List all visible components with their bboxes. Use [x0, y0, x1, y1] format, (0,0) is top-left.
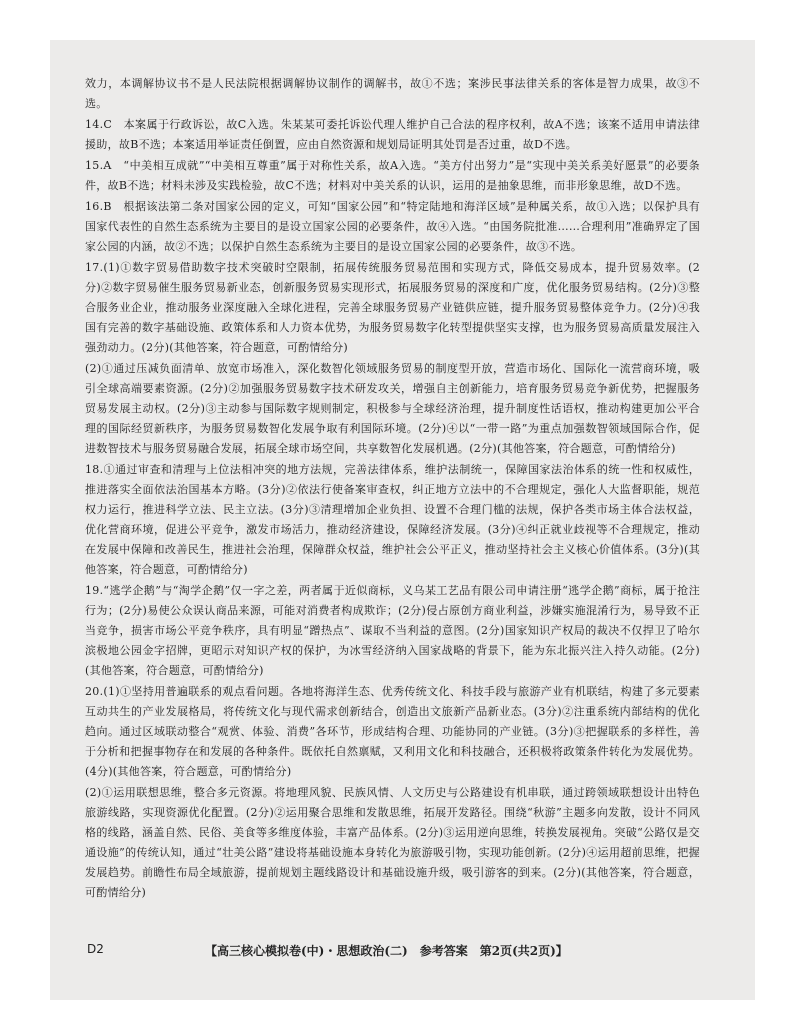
answer-key-text: [85, 74, 700, 904]
paragraph-17-part1: 17.(1)①数字贸易借助数字技术突破时空限制，拓展传统服务贸易范围和实现方式，降低交易成本，提升贸易效率。(2分)②数字贸易催生服务贸易新业态，创新服务贸易实现形式，拓展服务贸易的深度和广度，优化服务贸易结构。(2分)③整合服务业企业，推动服务业深度融入全球化进程，完善全球服务贸易产业链供应链，提升服务贸易整体竞争力。(2分)④我国有完善的数字基础设施、政策体系和人力资本优势，为服务贸易数字化转型提供坚实支撑，也为服务贸易高质量发展注入强劲动力。(2分)(其他答案，符合题意，可酌情给分): [85, 261, 700, 354]
paragraph-18: 18.①通过审查和清理与上位法相冲突的地方法规，完善法律体系，维护法制统一，保障国家法治体系的统一性和权威性，推进落实全面依法治国基本方略。(3分)②依法行使备案审查权，纠正地方立法中的不合理规定，强化人大监督职能，规范权力运行，推进科学立法、民主立法。(3分)③清理增加企业负担、设置不合理门槛的法规，保护各类市场主体合法权益，优化营商环境，促进公平竞争，激发市场活力，推动经济建设，保障经济发展。(3分)④纠正就业歧视等不合理规定，推动在发展中保障和改善民生，推进社会治理，保障群众权益，维护社会公平正义，推动坚持社会主义核心价值体系。(3分)(其他答案，符合题意，可酌情给分): [85, 463, 700, 576]
paragraph-19: 19.“逃学企鹅”与“淘学企鹅”仅一字之差，两者属于近似商标，义乌某工艺品有限公司申请注册“逃学企鹅”商标，属于抢注行为；(2分)易使公众误认商品来源，可能对消费者构成欺诈；(2分)侵占原创方商业利益，涉嫌实施混淆行为，易导致不正当竞争，损害市场公平竞争秩序，具有明显“蹭热点”、谋取不当利益的意图。(2分)国家知识产权局的裁决不仅捍卫了哈尔滨极地公园金字招牌，更昭示对知识产权的保护，为冰雪经济纳入国家战略的背景下，能为东北振兴注入持久动能。(2分)(其他答案，符合题意，可酌情给分): [85, 584, 700, 677]
paragraph-13-continued: 效力，本调解协议书不是人民法院根据调解协议制作的调解书，故①不选；案涉民事法律关系的客体是智力成果，故③不选。: [85, 77, 700, 110]
paragraph-14: 14.C 本案属于行政诉讼，故C入选。朱某某可委托诉讼代理人维护自己合法的程序权利，故A不选；该案不适用申请法律援助，故B不选；本案适用举证责任倒置，应由自然资源和规划局证明其处罚是否过重，故D不选。: [85, 118, 700, 151]
paragraph-17-part2: (2)①通过压减负面清单、放宽市场准入，深化数智化领域服务贸易的制度型开放，营造市场化、国际化一流营商环境，吸引全球高端要素资源。(2分)②加强服务贸易数字技术研发攻关，增强自主创新能力，培育服务贸易竞争新优势，把握服务贸易发展主动权。(2分)③主动参与国际数字规则制定，积极参与全球经济治理，提升制度性话语权，推动构建更加公平合理的国际经贸新秩序，为服务贸易数智化发展争取有利国际环境。(2分)④以“一带一路”为重点加强数智领域国际合作，促进数智技术与服务贸易融合发展，拓展全球市场空间，共享数智化发展机遇。(2分)(其他答案，符合题意，可酌情给分): [85, 362, 700, 455]
paragraph-15: 15.A “中美相互成就”“中美相互尊重”属于对称性关系，故A入选。“美方付出努力”是“实现中美关系美好愿景”的必要条件，故B不选；材料未涉及实践检验，故C不选；材料对中美关系的认识，运用的是抽象思维，而非形象思维，故D不选。: [85, 159, 700, 192]
paragraph-20-part1: 20.(1)①坚持用普遍联系的观点看问题。各地将海洋生态、优秀传统文化、科技手段与旅游产业有机联结，构建了多元要素互动共生的产业发展格局，将传统文化与现代需求创新结合，创造出文旅新产品新业态。(3分)②注重系统内部结构的优化趋向。通过区域联动整合“观赏、体验、消费”各环节，形成结构合理、功能协同的产业链。(3分)③把握联系的多样性，善于分析和把握事物存在和发展的各种条件。既依托自然禀赋，又利用文化和科技融合，还积极将政策条件转化为发展优势。(4分)(其他答案，符合题意，可酌情给分): [85, 685, 700, 778]
paragraph-20-part2: (2)①运用联想思维，整合多元资源。将地理风貌、民族风情、人文历史与公路建设有机串联，通过跨领域联想设计出特色旅游线路，实现资源优化配置。(2分)②运用聚合思维和发散思维，拓展开发路径。围绕“秋游”主题多向发散，设计不同风格的线路，涵盖自然、民俗、美食等多维度体验，丰富产品体系。(2分)③运用逆向思维，转换发展视角。突破“公路仅是交通设施”的传统认知，通过“壮美公路”建设将基础设施本身转化为旅游吸引物，实现功能创新。(2分)④运用超前思维，把握发展趋势。前瞻性布局全域旅游，提前规划主题线路设计和基础设施升级，吸引游客的到来。(2分)(其他答案，符合题意，可酌情给分): [85, 786, 700, 899]
paragraph-16: 16.B 根据该法第二条对国家公园的定义，可知“国家公园”和“特定陆地和海洋区域”是种属关系，故①入选；以保护具有国家代表性的自然生态系统为主要目的是设立国家公园的必要条件，故④入选。“由国务院批准……合理利用”准确界定了国家公园的内涵，故②不选；以保护自然生态系统为主要目的是设立国家公园的必要条件，故③不选。: [85, 200, 700, 253]
page-footer-title: 【高三核心模拟卷(中)・思想政治(二) 参考答案 第2页(共2页)】: [205, 944, 568, 958]
page-code: D2: [87, 942, 104, 956]
